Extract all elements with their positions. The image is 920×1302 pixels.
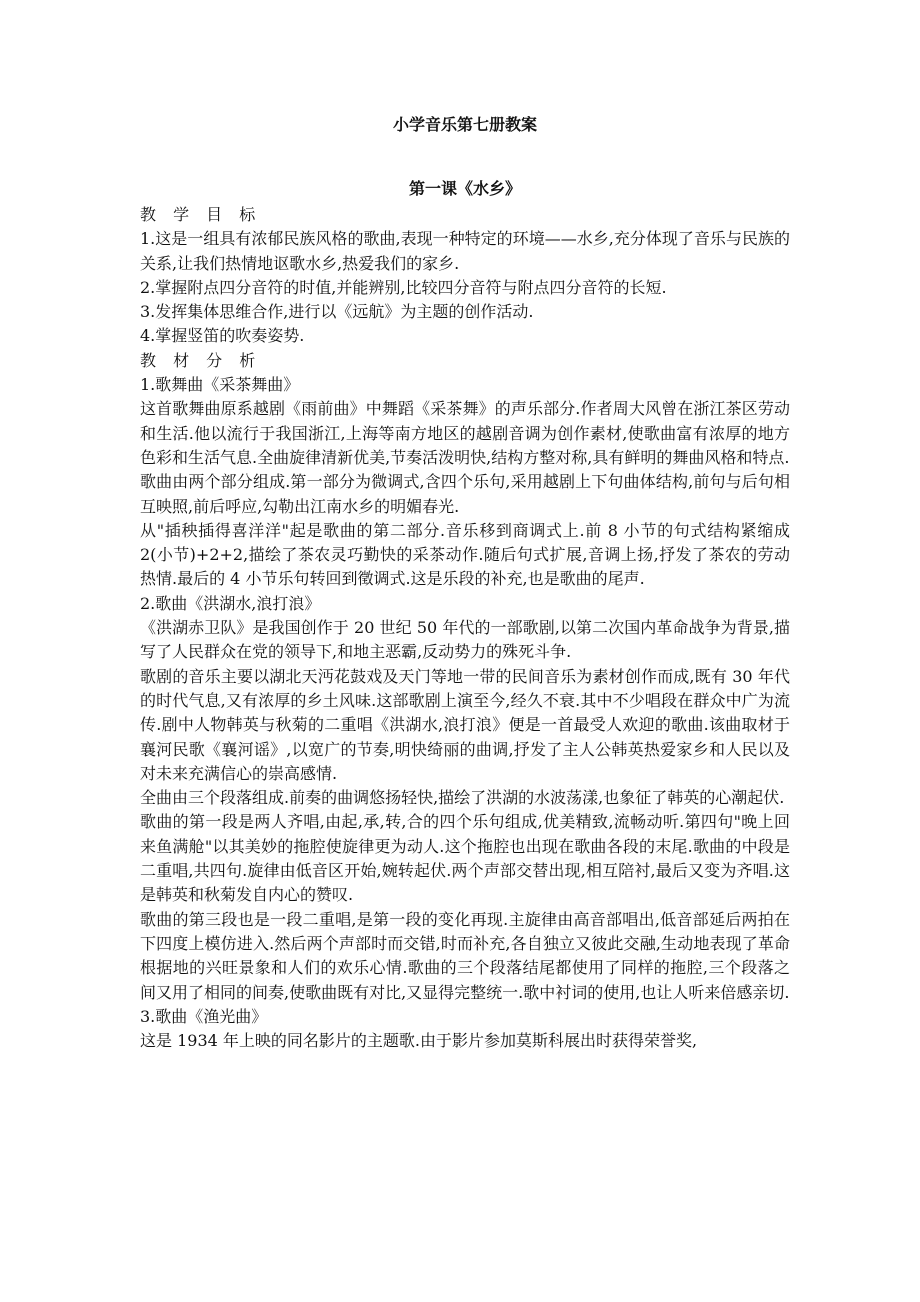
document-title: 小学音乐第七册教案 xyxy=(392,115,537,134)
paragraph: 1.这是一组具有浓郁民族风格的歌曲,表现一种特定的环境——水乡,充分体现了音乐与民族的关系,让我们热情地讴歌水乡,热爱我们的家乡. xyxy=(140,229,790,273)
paragraph: 4.掌握竖笛的吹奏姿势. xyxy=(140,326,305,346)
paragraph: 歌剧的音乐主要以湖北天沔花鼓戏及天门等地一带的民间音乐为素材创作而成,既有 30 年代的时代气息,又有浓厚的乡土风味.这部歌剧上演至今,经久不衰.其中不少唱段在群众中广为流传.剧中人物韩英与秋菊的二重唱《洪湖水,浪打浪》便是一首最受人欢迎的歌曲.该曲取材于襄河民歌《襄河谣》,以宽广的节奏,明快绮丽的曲调,抒发了主人公韩英热爱家乡和人民以及对未来充满信心的崇高感情. xyxy=(140,666,790,783)
paragraph: 3.歌曲《渔光曲》 xyxy=(140,1006,268,1026)
paragraph: 这首歌舞曲原系越剧《雨前曲》中舞蹈《采茶舞》的声乐部分.作者周大风曾在浙江茶区劳动和生活.他以流行于我国浙江,上海等南方地区的越剧音调为创作素材,使歌曲富有浓厚的地方色彩和生活气息.全曲旋律清新优美,节奏活泼明快,结构方整对称,具有鲜明的舞曲风格和特点. xyxy=(140,399,790,467)
document-body xyxy=(140,203,790,1053)
paragraph: 从"插秧插得喜洋洋"起是歌曲的第二部分.音乐移到商调式上.前 8 小节的句式结构紧缩成 2(小节)+2+2,描绘了茶农灵巧勤快的采茶动作.随后句式扩展,音调上扬,抒发了茶农的劳动热情.最后的 4 小节乐句转回到徵调式.这是乐段的补充,也是歌曲的尾声. xyxy=(140,520,790,589)
paragraph: 《洪湖赤卫队》是我国创作于 20 世纪 50 年代的一部歌剧,以第二次国内革命战争为背景,描写了人民群众在党的领导下,和地主恶霸,反动势力的殊死斗争. xyxy=(140,618,790,662)
paragraph: 2.歌曲《洪湖水,浪打浪》 xyxy=(140,593,321,613)
lesson-title: 第一课《水乡》 xyxy=(408,179,521,198)
paragraph: 全曲由三个段落组成.前奏的曲调悠扬轻快,描绘了洪湖的水波荡漾,也象征了韩英的心潮起伏. xyxy=(140,788,785,808)
paragraph: 1.歌舞曲《采茶舞曲》 xyxy=(140,375,300,395)
paragraph: 歌曲由两个部分组成.第一部分为微调式,含四个乐句,采用越剧上下句曲体结构,前句与后句相互映照,前后呼应,勾勒出江南水乡的明媚春光. xyxy=(140,472,790,516)
paragraph: 这是 1934 年上映的同名影片的主题歌.由于影片参加莫斯科展出时获得荣誉奖, xyxy=(140,1031,698,1051)
section-heading: 教 材 分 析 xyxy=(140,350,262,370)
paragraph: 3.发挥集体思维合作,进行以《远航》为主题的创作活动. xyxy=(140,302,534,322)
paragraph: 歌曲的第一段是两人齐唱,由起,承,转,合的四个乐句组成,优美精致,流畅动听.第四句"晚上回来鱼满舱"以其美妙的拖腔使旋律更为动人.这个拖腔也出现在歌曲各段的末尾.歌曲的中段是二重唱,共四句.旋律由低音区开始,婉转起伏.两个声部交替出现,相互陪衬,最后又变为齐唱.这是韩英和秋菊发自内心的赞叹. xyxy=(140,812,790,905)
paragraph: 歌曲的第三段也是一段二重唱,是第一段的变化再现.主旋律由高音部唱出,低音部延后两拍在下四度上模仿进入.然后两个声部时而交错,时而补充,各自独立又彼此交融,生动地表现了革命根据地的兴旺景象和人们的欢乐心情.歌曲的三个段落结尾都使用了同样的拖腔,三个段落之间又用了相同的间奏,使歌曲既有对比,又显得完整统一.歌中衬词的使用,也让人听来倍感亲切. xyxy=(140,909,790,1002)
section-heading: 教 学 目 标 xyxy=(140,205,262,224)
paragraph: 2.掌握附点四分音符的时值,并能辨别,比较四分音符与附点四分音符的长短. xyxy=(140,277,667,297)
